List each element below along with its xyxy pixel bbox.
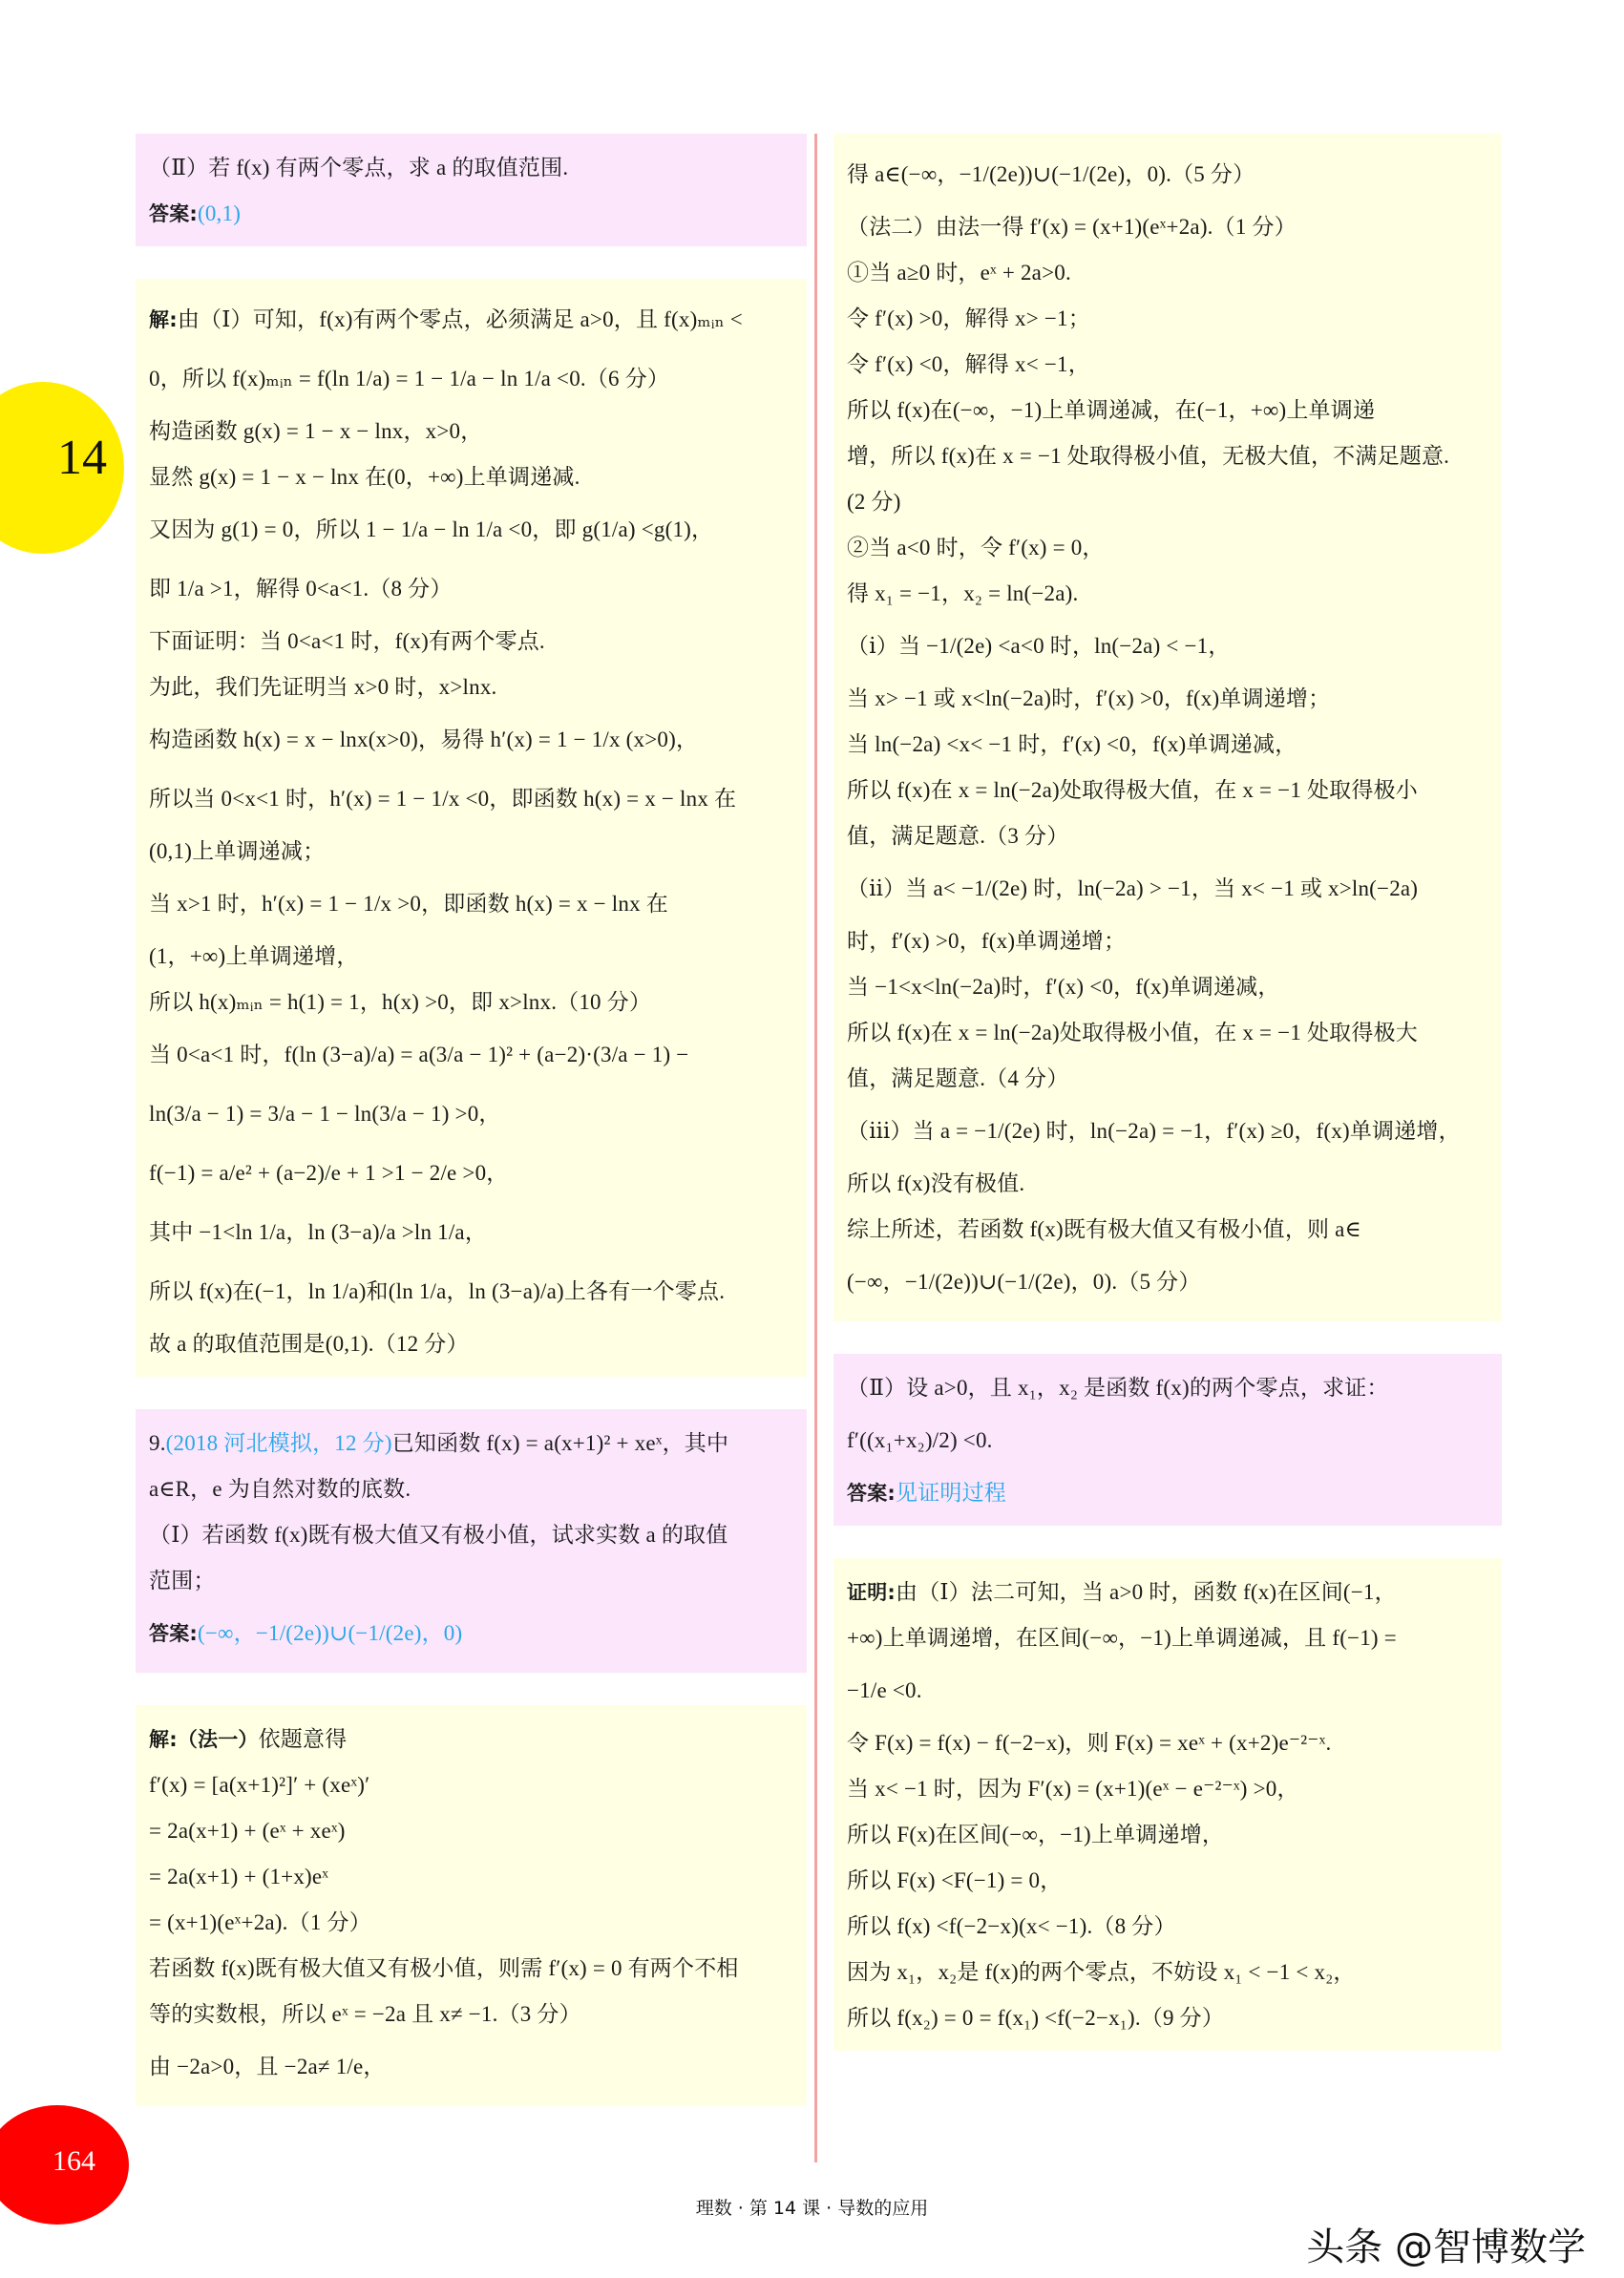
solution-line: 又因为 g(1) = 0，所以 1 − 1/a − ln 1/a <0，即 g(1/a) <g(1)， [149,517,714,541]
solution-line: ②当 a<0 时，令 f′(x) = 0， [847,536,1105,559]
proof-9-part-2 [833,1558,1502,2051]
answer-row [149,191,793,237]
solution-line: 值，满足题意.（4 分） [847,1066,1069,1090]
solution-line: = 2a(x+1) + (1+x)eˣ [149,1865,329,1888]
question-stem: a∈R，e 为自然对数的底数. [149,1477,411,1501]
proof-line: 令 F(x) = f(x) − f(−2−x)，则 F(x) = xeˣ + (x+2)e⁻²⁻ˣ. [847,1731,1332,1755]
page-number: 164 [53,2145,95,2177]
proof-line: +∞)上单调递增，在区间(−∞，−1)上单调递减，且 f(−1) = [847,1626,1397,1650]
answer-value: (−∞，−1/(2e))∪(−1/(2e)，0) [198,1621,463,1645]
question-part-1: （Ⅰ）若函数 f(x)既有极大值又有极小值，试求实数 a 的取值 [149,1523,728,1547]
solution-line: （ⅲ）当 a = −1/(2e) 时，ln(−2a) = −1，f′(x) ≥0，f(x)单调递增， [847,1119,1461,1143]
proof-line: 所以 f(x₂) = 0 = f(x₁) <f(−2−x₁).（9 分） [847,2006,1225,2030]
solution-line: 等的实数根，所以 eˣ = −2a 且 x≠ −1.（3 分） [149,2002,581,2026]
left-column [136,134,807,2139]
solution-label: 解:（法一） [149,1728,259,1751]
solution-line: （ⅱ）当 a< −1/(2e) 时，ln(−2a) > −1，当 x< −1 或 x>ln(−2a) [847,876,1419,900]
question-part-1: 范围； [149,1569,216,1592]
solution-8-part-2 [136,279,807,1377]
solution-line: 得 x₁ = −1，x₂ = ln(−2a). [847,581,1079,605]
watermark: 头条 @智博数学 [1306,2225,1586,2269]
solution-line: = (x+1)(eˣ+2a).（1 分） [149,1910,371,1934]
solution-line: 所以 f(x)在 x = ln(−2a)处取得极大值，在 x = −1 处取得极小 [847,778,1418,802]
answer-label: 答案: [847,1482,896,1505]
solution-line: 解:（法一）依题意得 [149,1727,348,1751]
solution-line: 显然 g(x) = 1 − x − lnx 在(0，+∞)上单调递减. [149,465,580,489]
proof-line: 因为 x₁，x₂是 f(x)的两个零点，不妨设 x₁ < −1 < x₂， [847,1960,1356,1984]
right-column [833,134,1502,2083]
proof-line: 当 x< −1 时，因为 F′(x) = (x+1)(eˣ − e⁻²⁻ˣ) >0， [847,1777,1299,1801]
solution-line: 即 1/a >1，解得 0<a<1.（8 分） [149,577,453,601]
proof-line: 证明:由（Ⅰ）法二可知，当 a>0 时，函数 f(x)在区间(−1， [847,1580,1397,1604]
solution-line: 值，满足题意.（3 分） [847,824,1069,848]
answer-row [149,1604,793,1663]
solution-line: （ⅰ）当 −1/(2e) <a<0 时，ln(−2a) < −1， [847,634,1231,658]
solution-line: 构造函数 g(x) = 1 − x − lnx，x>0， [149,419,483,443]
solution-line: 由 −2a>0，且 −2a≠ 1/e， [149,2055,386,2078]
solution-line: 解:由（Ⅰ）可知，f(x)有两个零点，必须满足 a>0，且 f(x)ₘᵢₙ < [149,307,743,331]
solution-line: 为此，我们先证明当 x>0 时，x>lnx. [149,675,497,699]
solution-line: 当 0<a<1 时，f(ln (3−a)/a) = a(3/a − 1)² + (a−2)·(3/a − 1) − [149,1043,689,1066]
solution-line: 得 a∈(−∞，−1/(2e))∪(−1/(2e)，0).（5 分） [847,162,1255,186]
solution-line: 增，所以 f(x)在 x = −1 处取得极小值，无极大值，不满足题意. [847,444,1450,468]
proof-line: 所以 F(x)在区间(−∞，−1)上单调递增， [847,1823,1225,1846]
proof-line: −1/e <0. [847,1678,922,1702]
solution-line: 综上所述，若函数 f(x)既有极大值又有极小值，则 a∈ [847,1217,1361,1241]
question-9 [136,1409,807,1673]
solution-line: 所以当 0<x<1 时，h′(x) = 1 − 1/x <0，即函数 h(x) = x − lnx 在 [149,787,737,811]
answer-row [847,1470,1488,1516]
solution-line: 当 x> −1 或 x<ln(−2a)时，f′(x) >0，f(x)单调递增； [847,686,1331,710]
solution-line: 当 ln(−2a) <x< −1 时，f′(x) <0，f(x)单调递减， [847,732,1297,756]
solution-line: 所以 f(x)没有极值. [847,1171,1025,1195]
answer-label: 答案: [149,202,198,225]
solution-line: 其中 −1<ln 1/a，ln (3−a)/a >ln 1/a， [149,1220,488,1244]
solution-line: (0,1)上单调递减； [149,839,326,863]
solution-line: ①当 a≥0 时，eˣ + 2a>0. [847,261,1071,285]
solution-label: 解: [149,308,178,331]
solution-line: (−∞，−1/(2e))∪(−1/(2e)，0).（5 分） [847,1270,1201,1294]
solution-line: 构造函数 h(x) = x − lnx(x>0)，易得 h′(x) = 1 − 1/x (x>0)， [149,728,699,751]
question-source: (2018 河北模拟，12 分) [165,1431,392,1455]
solution-line: 时，f′(x) >0，f(x)单调递增； [847,929,1127,953]
solution-line: 故 a 的取值范围是(0,1).（12 分） [149,1332,469,1356]
proof-line: 所以 F(x) <F(−1) = 0， [847,1868,1063,1892]
solution-line: 下面证明：当 0<a<1 时，f(x)有两个零点. [149,629,545,653]
answer-value: (0,1) [198,201,242,225]
question-number: 9. [149,1431,166,1455]
answer-value: 见证明过程 [896,1481,1006,1505]
solution-line: 当 −1<x<ln(−2a)时，f′(x) <0，f(x)单调递减， [847,975,1280,999]
solution-line: f(−1) = a/e² + (a−2)/e + 1 >1 − 2/e >0， [149,1161,509,1185]
solution-line: 所以 f(x)在(−1，ln 1/a)和(ln 1/a，ln (3−a)/a)上各有一个零点. [149,1279,726,1303]
chapter-tab [0,382,124,554]
footer-title: 理数 · 第 14 课 · 导数的应用 [695,2198,929,2219]
question-text: （Ⅱ）设 a>0，且 x₁，x₂ 是函数 f(x)的两个零点，求证： [847,1376,1389,1400]
solution-line: 所以 f(x)在(−∞，−1)上单调递减，在(−1，+∞)上单调递 [847,398,1376,422]
question-text: （Ⅱ）若 f(x) 有两个零点，求 a 的取值范围. [149,156,569,179]
column-divider [814,134,817,2162]
proof-line: 所以 f(x) <f(−2−x)(x< −1).（8 分） [847,1914,1176,1938]
solution-9-method-1 [136,1705,807,2106]
answer-label: 答案: [149,1622,198,1645]
solution-line: 所以 h(x)ₘᵢₙ = h(1) = 1，h(x) >0，即 x>lnx.（10 分） [149,990,652,1014]
solution-line: 0，所以 f(x)ₘᵢₙ = f(ln 1/a) = 1 − 1/a − ln 1/a <0.（6 分） [149,367,670,390]
solution-line: (2 分) [847,490,901,514]
proof-label: 证明: [847,1581,896,1604]
question-9-part-2 [833,1354,1502,1526]
question-8-part-2 [136,134,807,246]
solution-line: 令 f′(x) <0，解得 x< −1， [847,352,1090,376]
solution-9-continued [833,134,1502,1321]
solution-line: 当 x>1 时，h′(x) = 1 − 1/x >0，即函数 h(x) = x − lnx 在 [149,892,668,916]
solution-line: （法二）由法一得 f′(x) = (x+1)(eˣ+2a).（1 分） [847,215,1297,239]
chapter-number: 14 [57,431,107,485]
solution-line: = 2a(x+1) + (eˣ + xeˣ) [149,1819,346,1843]
solution-line: 所以 f(x)在 x = ln(−2a)处取得极小值，在 x = −1 处取得极大 [847,1021,1418,1044]
solution-line: 若函数 f(x)既有极大值又有极小值，则需 f′(x) = 0 有两个不相 [149,1956,739,1980]
question-text: f′((x₁+x₂)/2) <0. [847,1428,993,1452]
solution-line: (1，+∞)上单调递增， [149,944,359,968]
question-stem: 9.(2018 河北模拟，12 分)已知函数 f(x) = a(x+1)² + xeˣ，其中 [149,1431,729,1455]
solution-line: f′(x) = [a(x+1)²]′ + (xeˣ)′ [149,1773,370,1797]
solution-line: ln(3/a − 1) = 3/a − 1 − ln(3/a − 1) >0， [149,1102,501,1126]
solution-line: 令 f′(x) >0，解得 x> −1； [847,306,1090,330]
